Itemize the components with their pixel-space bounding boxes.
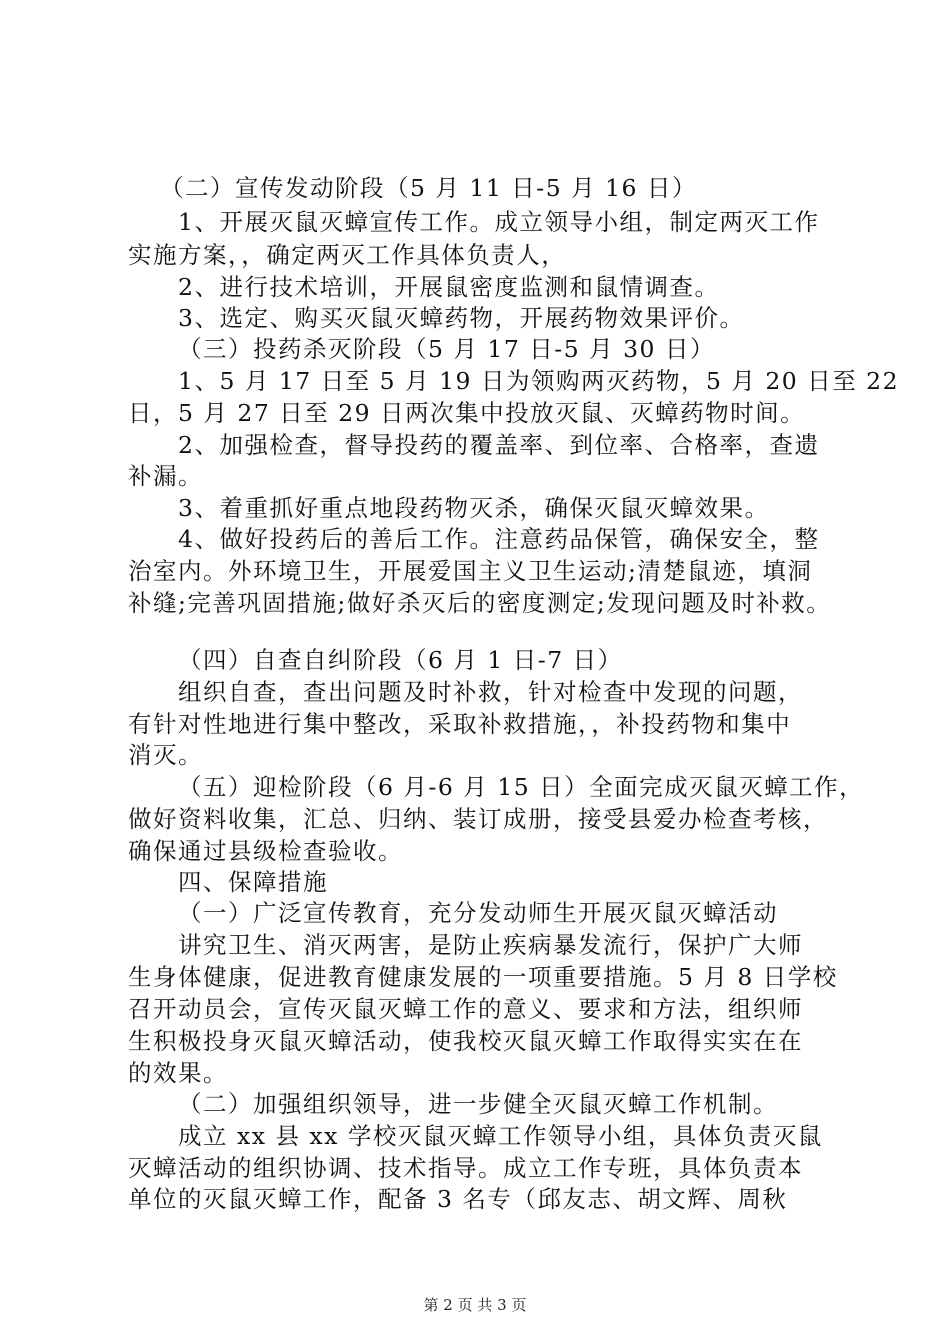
paragraph-line: 成立 xx 县 xx 学校灭鼠灭蟑工作领导小组，具体负责灭鼠 [178, 1122, 823, 1150]
paragraph-line: 消灭。 [128, 741, 203, 769]
paragraph-line: 补缝;完善巩固措施;做好杀灭后的密度测定;发现问题及时补救。 [128, 589, 832, 617]
section-heading: （二）宣传发动阶段（5 月 11 日-5 月 16 日） [160, 174, 697, 202]
paragraph-line: 日，5 月 27 日至 29 日两次集中投放灭鼠、灭蟑药物时间。 [128, 399, 806, 427]
paragraph-line: 1、开展灭鼠灭蟑宣传工作。成立领导小组，制定两灭工作 [178, 208, 820, 236]
paragraph-line: 4、做好投药后的善后工作。注意药品保管，确保安全，整 [178, 525, 820, 553]
paragraph-line: 2、进行技术培训，开展鼠密度监测和鼠情调查。 [178, 273, 720, 301]
section-heading: （五）迎检阶段（6 月-6 月 15 日）全面完成灭鼠灭蟑工作， [178, 773, 865, 801]
paragraph-line: 确保通过县级检查验收。 [128, 837, 403, 865]
paragraph-line: 的效果。 [128, 1059, 228, 1087]
section-heading: （一）广泛宣传教育，充分发动师生开展灭鼠灭蟑活动 [178, 899, 778, 927]
paragraph-line: 做好资料收集，汇总、归纳、装订成册，接受县爱办检查考核， [128, 805, 828, 833]
section-heading: 四、保障措施 [178, 868, 328, 896]
paragraph-line: 单位的灭鼠灭蟑工作，配备 3 名专（邱友志、胡文辉、周秋 [128, 1185, 788, 1213]
paragraph-line: 3、选定、购买灭鼠灭蟑药物，开展药物效果评价。 [178, 304, 745, 332]
paragraph-line: 召开动员会，宣传灭鼠灭蟑工作的意义、要求和方法，组织师 [128, 995, 803, 1023]
paragraph-line: 实施方案，，确定两灭工作具体负责人， [128, 241, 567, 269]
paragraph-line: 讲究卫生、消灭两害，是防止疾病暴发流行，保护广大师 [178, 931, 803, 959]
section-heading: （三）投药杀灭阶段（5 月 17 日-5 月 30 日） [178, 335, 715, 363]
paragraph-line: 有针对性地进行集中整改，采取补救措施，，补投药物和集中 [128, 710, 792, 738]
section-heading: （二）加强组织领导，进一步健全灭鼠灭蟑工作机制。 [178, 1090, 778, 1118]
paragraph-line: 组织自查，查出问题及时补救，针对检查中发现的问题， [178, 678, 803, 706]
paragraph-line: 生身体健康，促进教育健康发展的一项重要措施。5 月 8 日学校 [128, 963, 838, 991]
paragraph-line: 3、着重抓好重点地段药物灭杀，确保灭鼠灭蟑效果。 [178, 494, 770, 522]
paragraph-line: 生积极投身灭鼠灭蟑活动，使我校灭鼠灭蟑工作取得实实在在 [128, 1027, 803, 1055]
section-heading: （四）自查自纠阶段（6 月 1 日-7 日） [178, 646, 623, 674]
paragraph-line: 补漏。 [128, 462, 203, 490]
page-footer: 第 2 页 共 3 页 [423, 1296, 527, 1314]
paragraph-line: 灭蟑活动的组织协调、技术指导。成立工作专班，具体负责本 [128, 1154, 803, 1182]
paragraph-line: 2、加强检查，督导投药的覆盖率、到位率、合格率，查遗 [178, 431, 820, 459]
paragraph-line: 治室内。外环境卫生，开展爱国主义卫生运动;清楚鼠迹，填洞 [128, 557, 813, 585]
paragraph-line: 1、5 月 17 日至 5 月 19 日为领购两灭药物，5 月 20 日至 22 [178, 367, 900, 395]
